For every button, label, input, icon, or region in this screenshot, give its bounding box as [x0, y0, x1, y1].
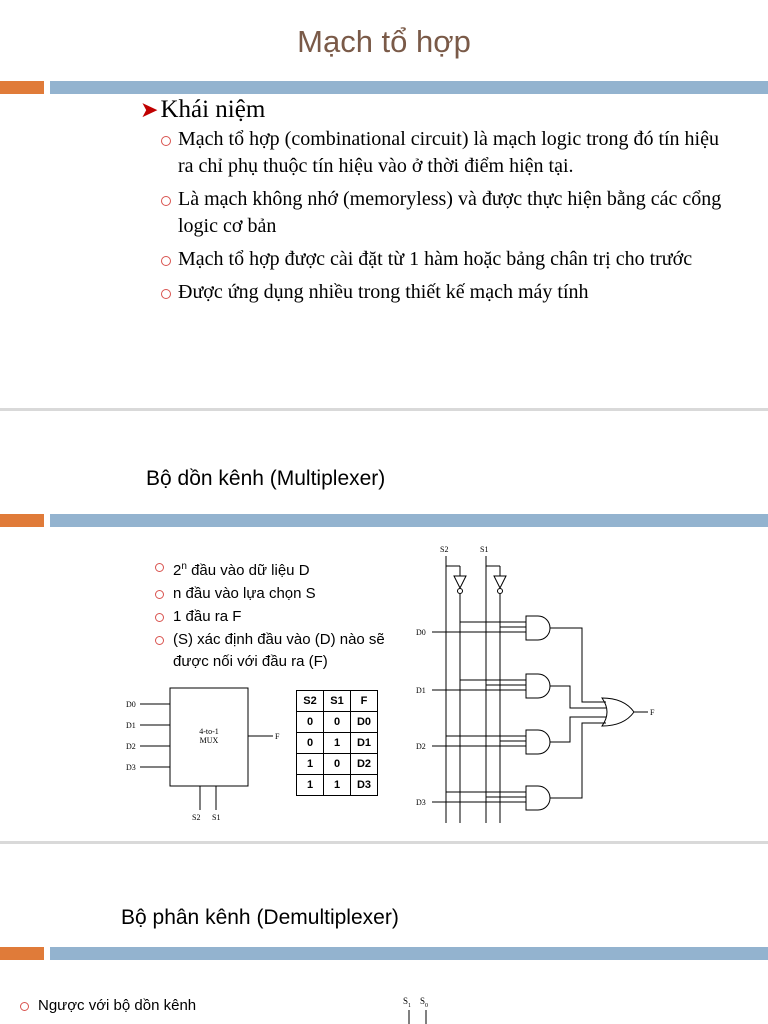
mux-input-label: D2	[126, 742, 136, 751]
svg-text:S1: $S_1$	[403, 996, 412, 1009]
concept-heading: ➤Khái niệm	[140, 96, 266, 123]
circuit-input-label: D1	[416, 686, 426, 695]
mux-select-label: S2	[192, 813, 201, 822]
accent-bar	[0, 947, 768, 960]
list-item: 1 đầu ra F	[155, 606, 417, 628]
circuit-select-label: S2	[440, 545, 449, 554]
slide-title: Bộ phân kênh (Demultiplexer)	[121, 906, 399, 929]
slide-title: Mạch tổ hợp	[297, 24, 471, 59]
table-row: 0 0 D0	[297, 712, 378, 733]
mux-input-label: D0	[126, 700, 136, 709]
table-header: S2	[297, 691, 324, 712]
mux-feature-list	[155, 556, 417, 674]
list-item: 2$^n$ đầu vào dữ liệu D	[155, 556, 417, 582]
circuit-input-label: D2	[416, 742, 426, 751]
mux-select-label: S1	[212, 813, 221, 822]
svg-text:S0: $S_0$	[420, 996, 429, 1009]
mux-output-label: F	[275, 732, 280, 741]
table-row: 1 1 D3	[297, 775, 378, 796]
mux-block-label: MUX	[199, 736, 219, 745]
circle-bullet-icon	[161, 256, 171, 266]
arrow-bullet-icon: ➤	[140, 97, 159, 122]
accent-bar	[0, 81, 768, 94]
circuit-output-label: F	[650, 708, 655, 717]
circle-bullet-icon	[155, 590, 164, 599]
demux-select-lines	[400, 994, 440, 1024]
mux-block-diagram	[118, 684, 288, 824]
list-item: Ngược với bộ dồn kênh	[20, 995, 400, 1017]
circle-bullet-icon	[161, 136, 171, 146]
mux-gate-circuit	[412, 540, 672, 825]
circuit-input-label: D3	[416, 798, 426, 807]
table-header-row	[297, 691, 378, 712]
slide-combinational	[0, 0, 768, 408]
circuit-select-label: S1	[480, 545, 489, 554]
list-item: Mạch tổ hợp được cài đặt từ 1 hàm hoặc bảng chân trị cho trước	[160, 246, 735, 273]
list-item: Là mạch không nhớ (memoryless) và được thực hiện bằng các cổng logic cơ bản	[160, 186, 735, 240]
circle-bullet-icon	[161, 289, 171, 299]
mux-input-label: D1	[126, 721, 136, 730]
circle-bullet-icon	[161, 196, 171, 206]
circle-bullet-icon	[20, 1002, 29, 1011]
list-item: Được ứng dụng nhiều trong thiết kế mạch máy tính	[160, 279, 735, 306]
circle-bullet-icon	[155, 563, 164, 572]
circuit-input-label: D0	[416, 628, 426, 637]
mux-truth-table	[296, 690, 378, 796]
circle-bullet-icon	[155, 636, 164, 645]
table-row: 0 1 D1	[297, 733, 378, 754]
table-header: S1	[324, 691, 351, 712]
list-item: Mạch tổ hợp (combinational circuit) là mạch logic trong đó tín hiệu ra chỉ phụ thuộc tín hiệu vào ở thời điểm hiện tại.	[160, 126, 735, 180]
table-row: 1 0 D2	[297, 754, 378, 775]
slide-title: Bộ dồn kênh (Multiplexer)	[146, 467, 386, 490]
accent-bar	[0, 514, 768, 527]
mux-block-label: 4-to-1	[199, 727, 219, 736]
demux-feature-list	[20, 995, 400, 1018]
circle-bullet-icon	[155, 613, 164, 622]
concept-list	[160, 126, 735, 312]
table-header: F	[351, 691, 378, 712]
slide-demultiplexer	[0, 844, 768, 1024]
mux-input-label: D3	[126, 763, 136, 772]
list-item: n đầu vào lựa chọn S	[155, 583, 417, 605]
list-item: (S) xác định đầu vào (D) nào sẽ được nối với đầu ra (F)	[155, 629, 417, 673]
